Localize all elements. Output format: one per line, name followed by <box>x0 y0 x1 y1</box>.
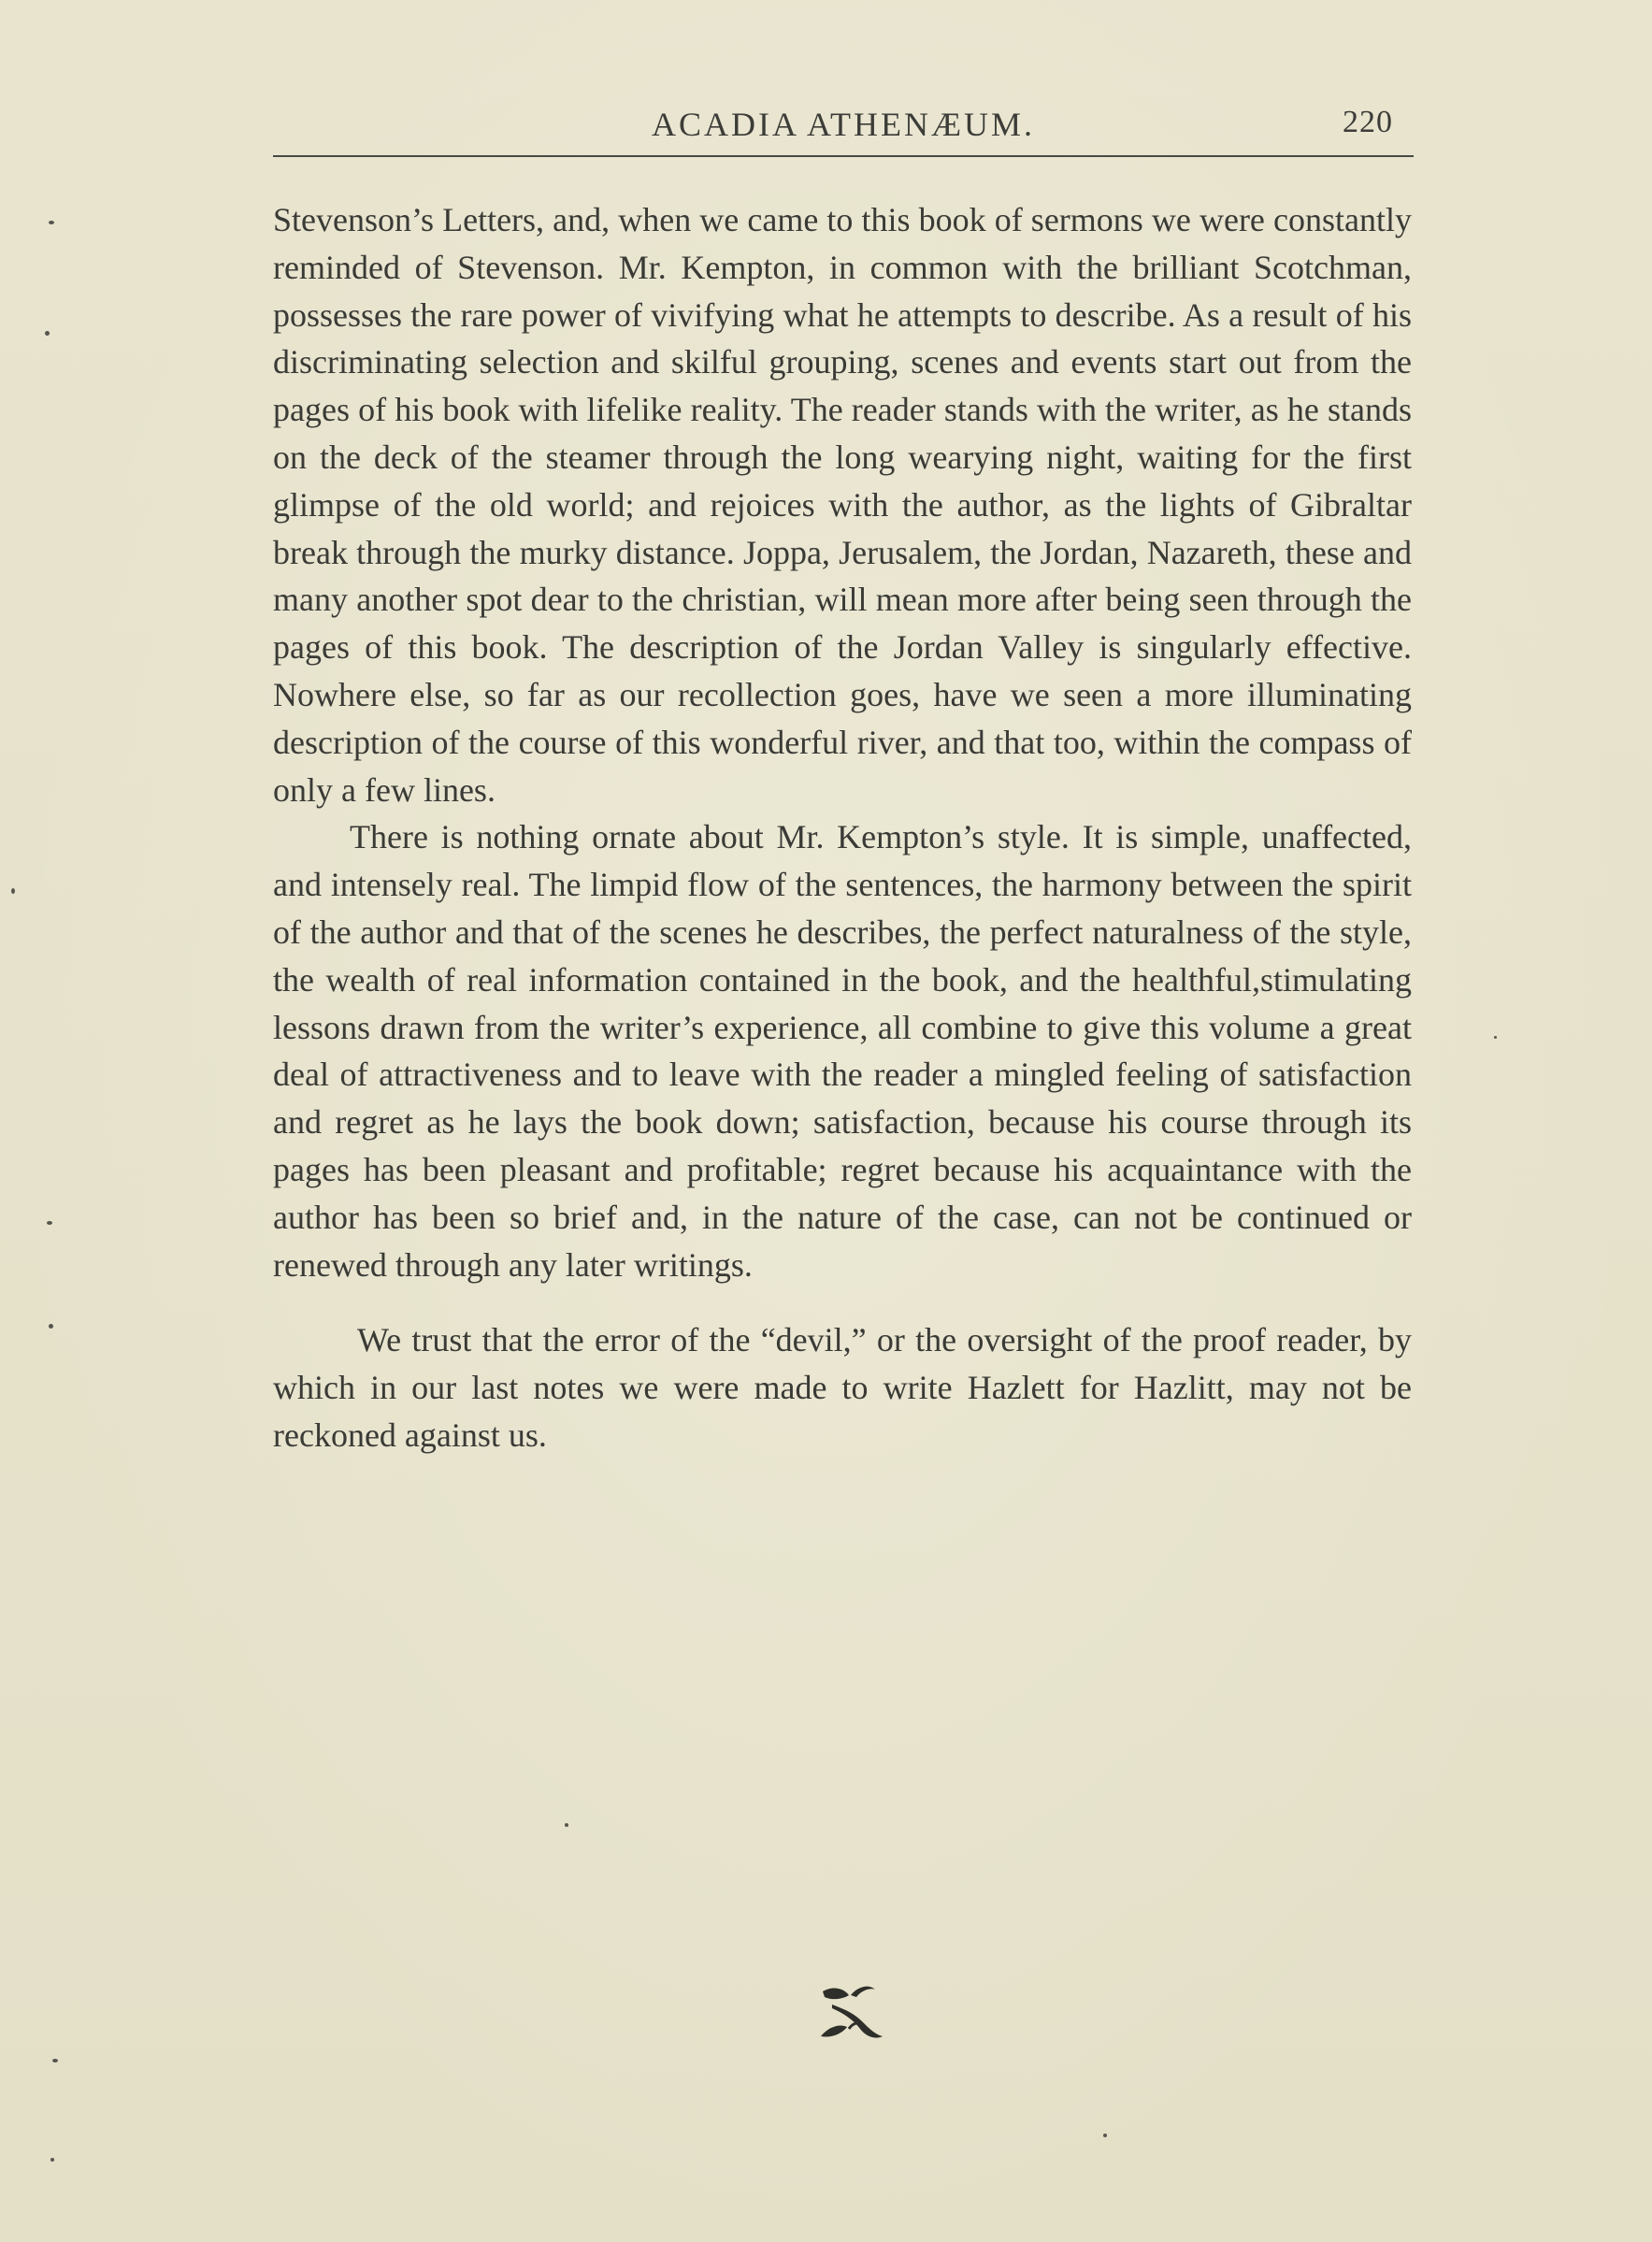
header-rule <box>273 155 1414 157</box>
fleuron-ornament-icon <box>804 1980 898 2055</box>
page-number: 220 <box>1343 105 1393 139</box>
paper-speck <box>47 1221 52 1225</box>
paper-speck <box>565 1823 568 1827</box>
paper-speck <box>11 888 15 894</box>
running-head <box>273 105 1414 161</box>
paper-speck <box>49 221 54 224</box>
paragraph-stevenson: Stevenson’s Letters, and, when we came to this book of sermons we were constantly reminded of Stevenson. Mr. Kempton, in common with the brilliant Scotchman, possesses the rare power of vivifying what he attempts to describe. As a result of his discriminating selection and skilful grouping, scenes and events start out from the pages of his book with lifelike reality. The reader stands with the writer, as he stands on the deck of the steamer through the long wearying night, waiting for the first glimpse of the old world; and rejoices with the author, as the lights of Gibraltar break through the murky distance. Joppa, Jerusalem, the Jordan, Nazareth, these and many another spot dear to the christian, will mean more after being seen through the pages of this book. The description of the Jordan Valley is singularly effective. Nowhere else, so far as our recollection goes, have we seen a more illuminating description of the course of this wonderful river, and that too, within the compass of only a few lines. <box>273 201 1412 809</box>
journal-title: ACADIA ATHENÆUM. <box>651 106 1036 143</box>
paper-speck <box>50 2158 54 2162</box>
paragraph-style: There is nothing ornate about Mr. Kempton’s style. It is simple, unaffected, and intensely real. The limpid flow of the sentences, the harmony between the spirit of the author and that of the scenes he describes, the perfect naturalness of the style, the wealth of real information contained in the book, and the healthful,stimulating lessons drawn from the writer’s experience, all combine to give this volume a great deal of attractiveness and to leave with the reader a mingled feeling of satisfaction and regret as he lays the book down; satisfaction, because his course through its pages has been pleasant and profitable; regret because his acquaintance with the author has been so brief and, in the nature of the case, can not be continued or renewed through any later writings. <box>273 818 1412 1284</box>
paper-speck <box>1103 2134 1107 2137</box>
paragraph-erratum: We trust that the error of the “devil,” or the oversight of the proof reader, by which in our last notes we were made to write Hazlett for Hazlitt, may not be reckoned against us. <box>273 1321 1412 1454</box>
paper-speck <box>52 2059 58 2062</box>
article-body <box>273 196 1412 1459</box>
paper-speck <box>49 1324 53 1329</box>
paper-speck <box>45 331 50 336</box>
paper-speck <box>1494 1036 1497 1039</box>
